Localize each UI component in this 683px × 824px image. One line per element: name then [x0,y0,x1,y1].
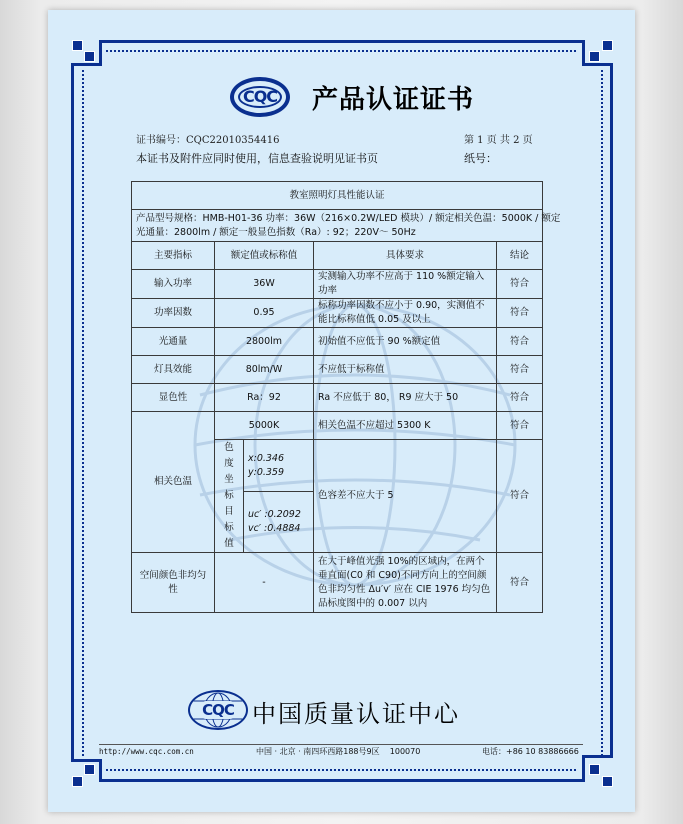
certification-table [131,181,561,613]
corner-square [85,765,94,774]
row-item: 显色性 [132,384,215,412]
table-row [132,356,543,384]
row-result: 符合 [497,270,543,299]
row-value: 80lm/W [215,356,314,384]
certificate-number: 证书编号：CQC22010354416 [136,135,280,146]
row-requirement: 不应低于标称值 [314,356,497,384]
cqc-globe-logo [188,690,248,730]
phone-number: 电话：+86 10 83886666 [482,747,579,756]
table-row [132,384,543,412]
table-row [132,299,543,328]
row-value: Ra：92 [215,384,314,412]
corner-square [85,52,94,61]
footer-divider [99,744,583,745]
table-row [132,412,543,440]
organization-name: 中国质量认证中心 [252,700,460,728]
website-link[interactable]: http://www.cqc.com.cn [99,747,194,756]
product-spec-line: 产品型号规格：HMB-H01-36 功率：36W（216×0.2W/LED 模块）/ 额定相关色温：5000K / 额定 [136,212,561,224]
row-requirement: 实测输入功率不应高于 110 %额定输入功率 [314,270,497,299]
row-item: 功率因数 [132,299,215,328]
table-row [132,328,543,356]
row-result: 符合 [497,384,543,412]
chroma-xy [244,440,314,492]
chroma-v: vc′ :0.4884 [248,523,301,535]
paper-number-label: 纸号： [464,152,497,165]
table-row [132,553,543,613]
product-spec [132,210,561,242]
row-item: 相关色温 [132,412,215,553]
row-requirement: 初始值不应低于 90 %额定值 [314,328,497,356]
address: 中国 · 北京 · 南四环西路188号9区 100070 [256,747,421,756]
table-title: 教室照明灯具性能认证 [132,182,543,210]
product-spec-line: 光通量：2800lm / 额定一般显色指数（Ra）: 92；220V～ 50Hz [136,226,416,238]
row-item: 光通量 [132,328,215,356]
cqc-logo-text: CQC [238,86,282,108]
row-value: 36W [215,270,314,299]
row-requirement: 标称功率因数不应小于 0.90，实测值不能比标称值低 0.05 及以上 [314,299,497,328]
row-value: 0.95 [215,299,314,328]
row-value: 5000K [215,412,314,440]
header-item: 主要指标 [132,242,215,270]
corner-square [590,52,599,61]
chroma-requirement: 色容差不应大于 5 [314,440,497,553]
chroma-x: x:0.346 [248,452,285,464]
chroma-result: 符合 [497,440,543,553]
row-result: 符合 [497,412,543,440]
header-result: 结论 [497,242,543,270]
corner-square [73,41,82,50]
row-result: 符合 [497,356,543,384]
corner-square [603,777,612,786]
chroma-u: uc′ :0.2092 [248,509,301,521]
cqc-logo-text: CQC [202,701,234,719]
corner-square [603,41,612,50]
row-item: 灯具效能 [132,356,215,384]
header-requirement: 具体要求 [314,242,497,270]
row-requirement: 相关色温不应超过 5300 K [314,412,497,440]
page-info: 第 1 页 共 2 页 [464,135,533,146]
certificate-title: 产品认证证书 [312,85,475,115]
row-value: 2800lm [215,328,314,356]
header-value: 额定值或标称值 [215,242,314,270]
chroma-label: 色度坐标目标值 [224,442,234,549]
table-row [132,270,543,299]
row-value: - [215,553,314,613]
row-result: 符合 [497,299,543,328]
row-item: 空间颜色非均匀性 [132,553,215,613]
chroma-label-cell [215,440,244,553]
row-item: 输入功率 [132,270,215,299]
cqc-logo [230,77,290,117]
row-result: 符合 [497,328,543,356]
chroma-uv [244,492,314,553]
row-requirement: 在大于峰值光强 10%的区域内，在两个垂直面(C0 和 C90)不同方向上的空间颜色非均匀性 Δu′v′ 应在 CIE 1976 均匀色品标度图中的 0.007 以内 [314,553,497,613]
chroma-y: y:0.359 [248,466,285,478]
row-result: 符合 [497,553,543,613]
corner-square [73,777,82,786]
row-requirement: Ra 不应低于 80， R9 应大于 50 [314,384,497,412]
certificate-notice: 本证书及附件应同时使用，信息查验说明见证书页 [136,152,378,165]
corner-square [590,765,599,774]
